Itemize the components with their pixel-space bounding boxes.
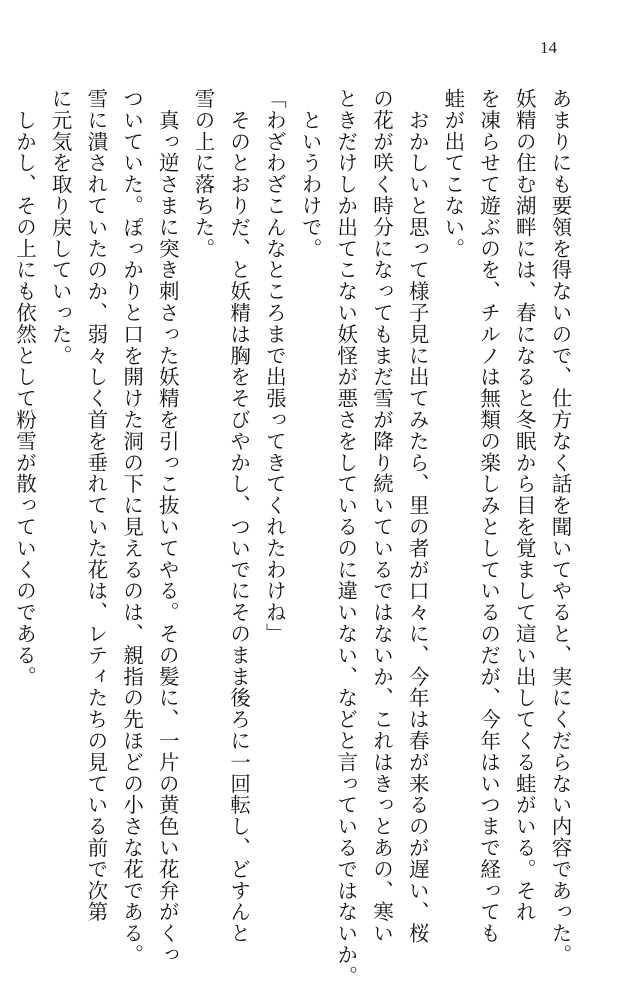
text-line-13: ついていた。ぽっかりと口を開けた洞の下に見えるのは、親指の先ほどの小さな花である。 (119, 88, 144, 966)
body-text (6, 88, 577, 987)
text-line-5: おかしいと思って様子見に出てみたら、里の者が口々に、今年は春が来るのが遅い、桜 (405, 88, 430, 944)
page-number: 14 (540, 38, 557, 57)
text-line-11: 雪の上に落ちた。 (190, 88, 215, 260)
text-line-10: そのとおりだ、と妖精は胸をそびやかし、ついでにそのまま後ろに一回転し、どすんと (226, 88, 251, 944)
text-line-9: 「わざわざこんなところまで出張ってきてくれたわけね」 (262, 88, 287, 645)
text-line-8: というわけで。 (298, 88, 323, 260)
text-line-15: に元気を取り戻していった。 (48, 88, 73, 367)
text-line-2: 妖精の住む湖畔には、春になると冬眠から目を覚まして這い出してくる蛙がいる。それ (512, 88, 537, 923)
text-line-16: しかし、その上にも依然として粉雪が散っていくのである。 (12, 88, 37, 688)
text-line-12: 真っ逆さまに突き刺さった妖精を引っこ抜いてやる。その髪に、一片の黄色い花弁がくっ (155, 88, 180, 966)
text-line-4: 蛙が出てこない。 (440, 88, 465, 260)
text-line-3: を凍らせて遊ぶのを、チルノは無類の楽しみとしているのだが、今年はいつまで経っても (476, 88, 501, 944)
text-line-14: 雪に潰されていたのか、弱々しく首を垂れていた花は、レティたちの見ている前で次第 (83, 88, 108, 923)
text-line-7: ときだけしか出てこない妖怪が悪さをしているのに違いない、などと言っているではないか。 (333, 88, 358, 987)
text-line-6: の花が咲く時分になってもまだ雪が降り続いているではないか、これはきっとあの、寒い (369, 88, 394, 944)
text-line-1: あまりにも要領を得ないので、仕方なく話を聞いてやると、実にくだらない内容であった。 (548, 88, 572, 966)
